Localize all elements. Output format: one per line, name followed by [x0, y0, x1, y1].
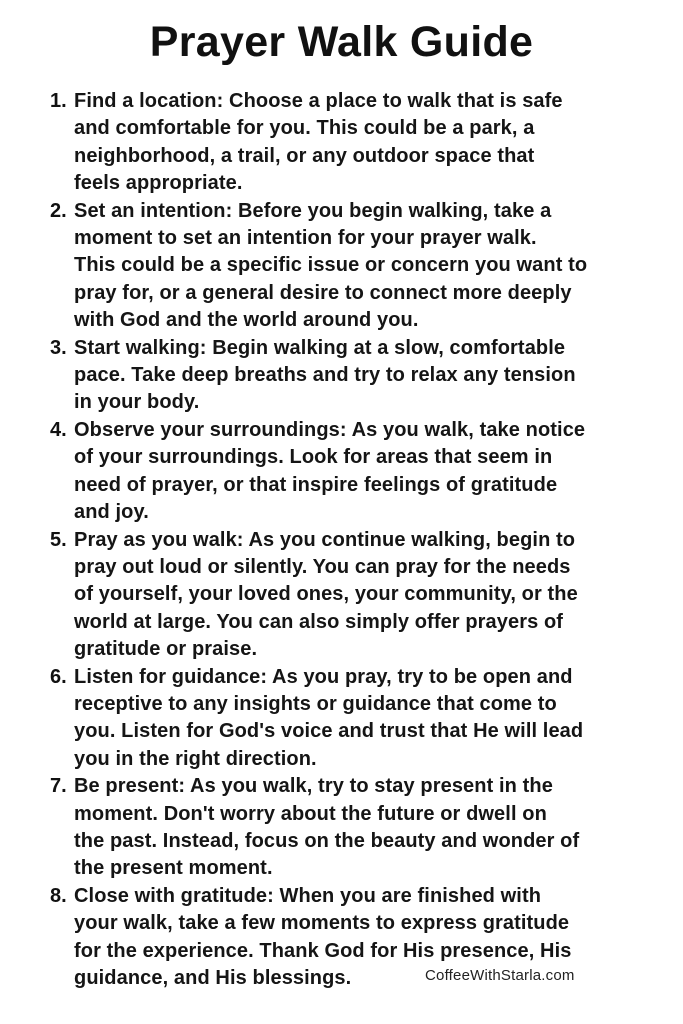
item-line: the present moment.	[74, 857, 273, 880]
item-line: of your surroundings. Look for areas that seem in	[74, 446, 553, 469]
item-text	[74, 335, 673, 417]
item-line: gratitude or praise.	[74, 638, 258, 661]
item-line: for the experience. Thank God for His presence, His	[74, 939, 572, 962]
item-line: your walk, take a few moments to express gratitude	[74, 912, 570, 935]
item-line: feels appropriate.	[74, 172, 243, 195]
list-item	[50, 198, 673, 335]
item-line: guidance, and His blessings.	[74, 967, 352, 989]
item-line: you in the right direction.	[74, 747, 317, 770]
item-line: moment to set an intention for your prayer walk.	[74, 227, 537, 250]
page-title: Prayer Walk Guide	[149, 18, 534, 66]
item-line: of yourself, your loved ones, your community, or the	[74, 583, 578, 606]
footer-watermark: CoffeeWithStarla.com	[425, 967, 575, 984]
item-line: Listen for guidance: As you pray, try to be open and	[74, 665, 573, 688]
item-number: 2.	[50, 199, 67, 222]
item-text	[74, 527, 673, 664]
list-item	[50, 88, 673, 198]
item-number: 8.	[50, 884, 67, 907]
item-line: Pray as you walk: As you continue walking, begin to	[74, 528, 576, 551]
item-line: you. Listen for God's voice and trust that He will lead	[74, 720, 584, 743]
item-line: pace. Take deep breaths and try to relax any tension	[74, 364, 576, 387]
item-line: Close with gratitude: When you are finished with	[74, 884, 542, 907]
list-item	[50, 883, 673, 993]
list-item	[50, 773, 673, 883]
item-number: 4.	[50, 418, 67, 441]
item-line: with God and the world around you.	[74, 309, 419, 332]
item-line: pray for, or a general desire to connect more deeply	[74, 281, 572, 304]
item-number: 7.	[50, 775, 67, 798]
item-text	[74, 198, 673, 335]
item-text	[74, 88, 673, 198]
item-number: 6.	[50, 665, 67, 688]
item-line: and comfortable for you. This could be a park, a	[74, 117, 535, 140]
item-line: moment. Don't worry about the future or dwell on	[74, 802, 547, 825]
item-text	[74, 417, 673, 527]
item-line: the past. Instead, focus on the beauty and wonder of	[74, 829, 580, 852]
list-item	[50, 527, 673, 664]
item-text	[74, 773, 673, 883]
list-item	[50, 335, 673, 417]
item-text	[74, 664, 673, 774]
item-line: Be present: As you walk, try to stay present in the	[74, 775, 553, 798]
item-line: and joy.	[74, 501, 149, 524]
item-line: world at large. You can also simply offer prayers of	[74, 610, 564, 633]
item-number: 3.	[50, 336, 67, 359]
item-line: receptive to any insights or guidance that come to	[74, 692, 557, 715]
item-line: This could be a specific issue or concern you want to	[74, 254, 588, 277]
item-line: Observe your surroundings: As you walk, take notice	[74, 418, 586, 441]
item-line: need of prayer, or that inspire feelings of gratitude	[74, 473, 558, 496]
item-line: pray out loud or silently. You can pray for the needs	[74, 555, 571, 578]
guide-list	[50, 88, 673, 992]
list-item	[50, 417, 673, 527]
item-line: neighborhood, a trail, or any outdoor space that	[74, 144, 535, 167]
item-line: Set an intention: Before you begin walking, take a	[74, 199, 552, 222]
item-line: Start walking: Begin walking at a slow, comfortable	[74, 336, 566, 359]
item-text	[74, 883, 673, 993]
item-line: in your body.	[74, 391, 200, 414]
list-item	[50, 664, 673, 774]
item-line: Find a location: Choose a place to walk that is safe	[74, 90, 563, 112]
item-number: 1.	[50, 90, 67, 112]
item-number: 5.	[50, 528, 67, 551]
